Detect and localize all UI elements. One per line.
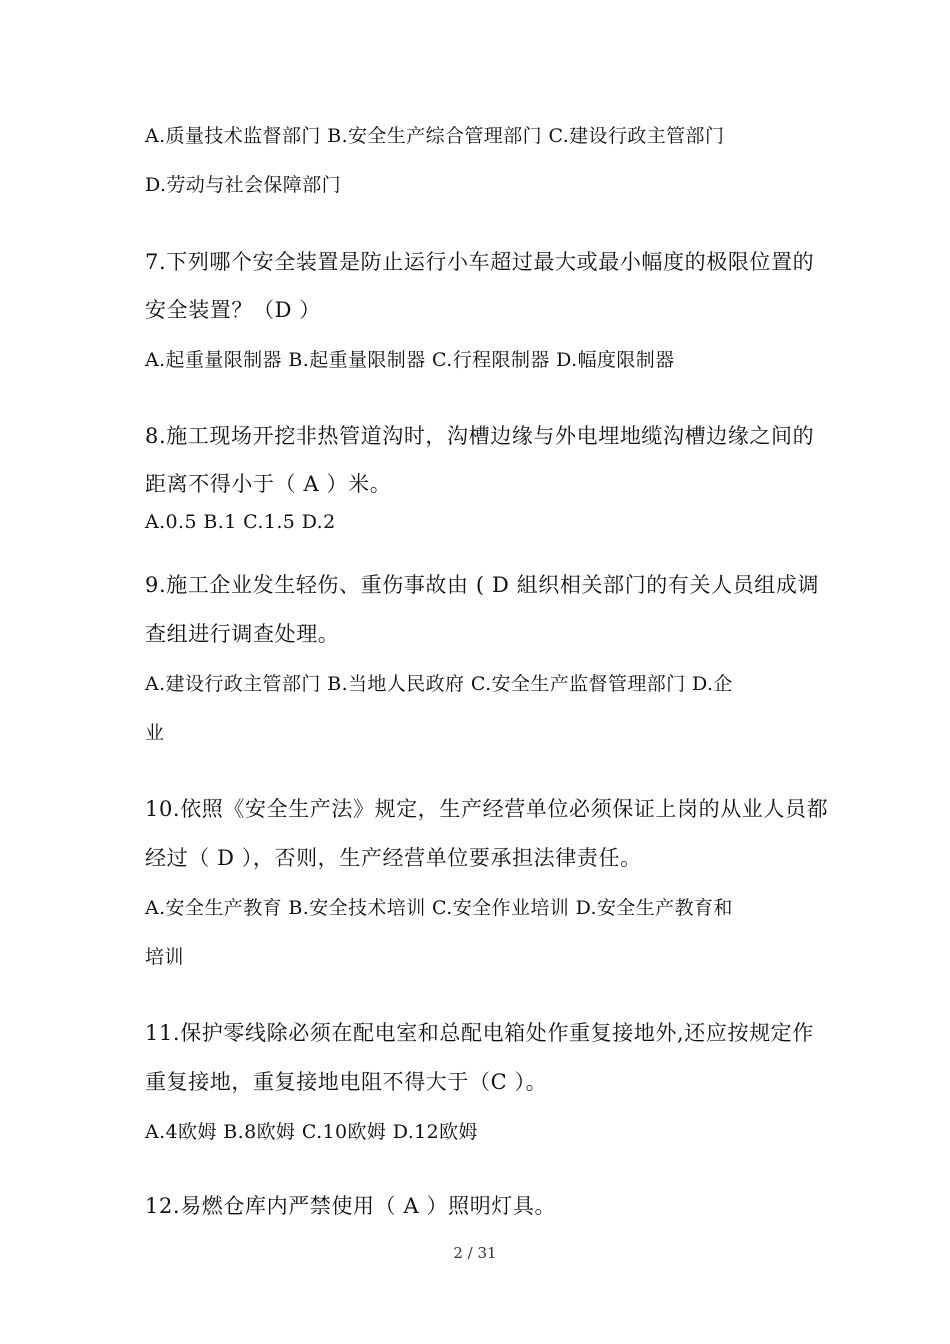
option-line: A.安全生产教育 B.安全技术培训 C.安全作业培训 D.安全生产教育和: [145, 897, 733, 919]
option-line: 培训: [145, 946, 184, 968]
question-line: 11.保护零线除必须在配电室和总配电箱处作重复接地外,还应按规定作: [145, 1021, 814, 1045]
question-line: 经过（ D ），否则，生产经营单位要承担法律责任。: [145, 846, 642, 870]
question-line: 8.施工现场开挖非热管道沟时，沟槽边缘与外电埋地缆沟槽边缘之间的: [145, 424, 815, 448]
option-line: 业: [145, 722, 165, 744]
question-line: 7.下列哪个安全装置是防止运行小车超过最大或最小幅度的极限位置的: [145, 250, 815, 274]
option-line: A.建设行政主管部门 B.当地人民政府 C.安全生产监督管理部门 D.企: [145, 673, 733, 695]
page-number: 2 / 31: [453, 1244, 497, 1262]
question-line: 安全装置？（D ）: [145, 298, 321, 322]
option-line: A.4欧姆 B.8欧姆 C.10欧姆 D.12欧姆: [145, 1121, 478, 1143]
question-line: 查组进行调查处理。: [145, 622, 340, 646]
question-line: 距离不得小于（ A ）米。: [145, 472, 392, 496]
option-line: D.劳动与社会保障部门: [145, 174, 341, 196]
option-line: A.质量技术监督部门 B.安全生产综合管理部门 C.建设行政主管部门: [145, 125, 725, 147]
question-line: 重复接地，重复接地电阻不得大于（C ）。: [145, 1070, 548, 1094]
option-line: A.起重量限制器 B.起重量限制器 C.行程限制器 D.幅度限制器: [145, 349, 675, 371]
question-line: 10.依照《安全生产法》规定，生产经营单位必须保证上岗的从业人员都: [145, 797, 829, 821]
question-line: 9.施工企业发生轻伤、重伤事故由 ( D 組织相关部门的有关人员组成调: [145, 573, 820, 597]
question-line: 12.易燃仓库内严禁使用（ A ）照明灯具。: [145, 1194, 557, 1218]
option-line: A.0.5 B.1 C.1.5 D.2: [145, 511, 336, 533]
